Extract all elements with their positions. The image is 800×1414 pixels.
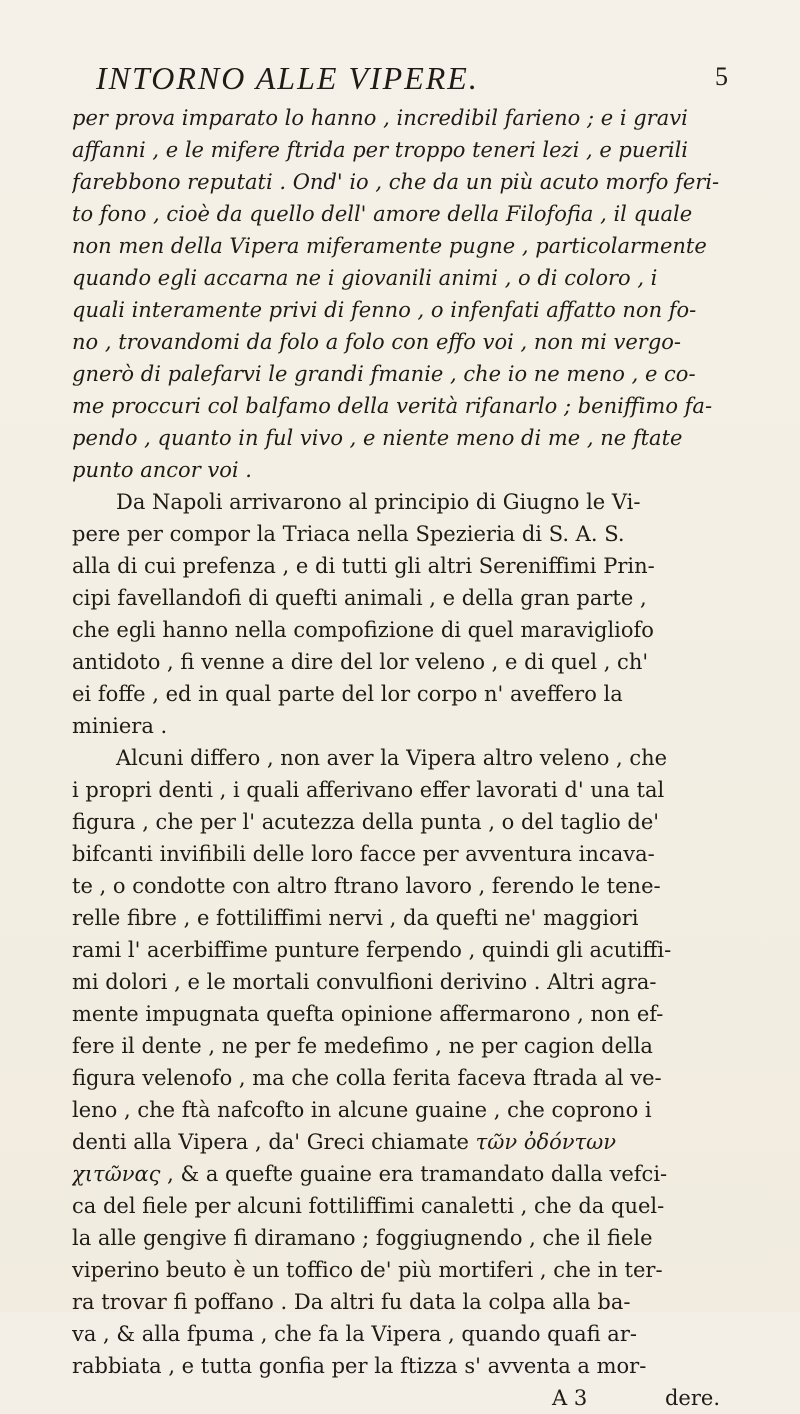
text-line: figura velenofo , ma che colla ferita faceva ftrada al ve- xyxy=(72,1066,662,1090)
text-line: farebbono reputati . Ond' io , che da un più acuto morfo feri- xyxy=(72,170,720,194)
text-line: per prova imparato lo hanno , incredibil farieno ; e i gravi xyxy=(72,106,688,130)
text-line: i propri denti , i quali afferivano effer lavorati d' una tal xyxy=(72,778,665,802)
running-head xyxy=(72,54,728,96)
text-line-with-greek xyxy=(72,1126,728,1158)
text-line: mi dolori , e le mortali convulfioni derivino . Altri agra- xyxy=(72,970,657,994)
paragraph-first-line: Da Napoli arrivarono al principio di Giugno le Vi- xyxy=(116,490,641,514)
text-line: quando egli accarna ne i giovanili animi , o di coloro , i xyxy=(72,266,658,290)
text-line: ei foffe , ed in qual parte del lor corpo n' aveffero la xyxy=(72,682,623,706)
text-line: che egli hanno nella compofizione di quel maravigliofo xyxy=(72,618,654,642)
text-line: antidoto , fi venne a dire del lor veleno , e di quel , ch' xyxy=(72,650,649,674)
text-line: va , & alla fpuma , che fa la Vipera , quando quafi ar- xyxy=(72,1322,637,1346)
text-line: alla di cui prefenza , e di tutti gli altri Sereniffimi Prin- xyxy=(72,554,655,578)
text-line: punto ancor voi . xyxy=(72,458,252,482)
text-line: ra trovar fi poffano . Da altri fu data la colpa alla ba- xyxy=(72,1290,631,1314)
text-line: figura , che per l' acutezza della punta , o del taglio de' xyxy=(72,810,660,834)
text-line: ca del fiele per alcuni fottiliffimi canaletti , che da quel- xyxy=(72,1194,665,1218)
text-line: to fono , cioè da quello dell' amore della Filofofia , il quale xyxy=(72,202,693,226)
text-line: affanni , e le mifere ftrida per troppo teneri lezi , e puerili xyxy=(72,138,689,162)
text-line: rabbiata , e tutta gonfia per la ftizza s' avventa a mor- xyxy=(72,1354,647,1378)
text-line: non men della Vipera miferamente pugne , particolarmente xyxy=(72,234,707,258)
catchword: dere. xyxy=(664,1386,720,1410)
text-line: miniera . xyxy=(72,714,168,738)
text-line: fere il dente , ne per fe medefimo , ne per cagion della xyxy=(72,1034,653,1058)
text-line: mente impugnata quefta opinione affermarono , non ef- xyxy=(72,1002,664,1026)
page-footer xyxy=(72,1382,728,1414)
text-line: cipi favellandofi di quefti animali , e della gran parte , xyxy=(72,586,647,610)
text-fragment: denti alla Vipera , da' Greci chiamate xyxy=(72,1130,469,1154)
text-line: me proccuri col balfamo della verità rifanarlo ; beniffimo fa- xyxy=(72,394,713,418)
text-line: la alle gengive fi diramano ; foggiugnendo , che il fiele xyxy=(72,1226,653,1250)
text-line: pendo , quanto in ful vivo , e niente meno di me , ne ftate xyxy=(72,426,683,450)
greek-term: τῶν ὀδόντων xyxy=(475,1130,617,1154)
running-title: INTORNO ALLE VIPERE. xyxy=(96,60,479,96)
greek-term: χιτῶνας xyxy=(72,1162,161,1186)
text-line: pere per compor la Triaca nella Spezieria di S. A. S. xyxy=(72,522,625,546)
text-line: no , trovandomi da folo a folo con effo voi , non mi vergo- xyxy=(72,330,682,354)
printer-signature: A 3 xyxy=(552,1386,588,1410)
text-line: leno , che ftà nafcofto in alcune guaine , che coprono i xyxy=(72,1098,652,1122)
text-line: bifcanti invifibili delle loro facce per avventura incava- xyxy=(72,842,655,866)
text-line: relle fibre , e fottiliffimi nervi , da quefti ne' maggiori xyxy=(72,906,639,930)
text-line: rami l' acerbiffime punture ferpendo , quindi gli acutiffi- xyxy=(72,938,672,962)
text-line: viperino beuto è un toffico de' più mortiferi , che in ter- xyxy=(72,1258,663,1282)
text-line: gnerò di palefarvi le grandi fmanie , che io ne meno , e co- xyxy=(72,362,696,386)
paragraph-first-line: Alcuni differo , non aver la Vipera altro veleno , che xyxy=(116,746,668,770)
text-line: quali interamente privi di fenno , o infenfati affatto non fo- xyxy=(72,298,697,322)
text-fragment: , & a quefte guaine era tramandato dalla vefci- xyxy=(167,1162,668,1186)
text-line-with-greek xyxy=(72,1158,728,1190)
page-number: 5 xyxy=(715,62,728,91)
text-body xyxy=(72,102,728,1414)
text-line: te , o condotte con altro ftrano lavoro , ferendo le tene- xyxy=(72,874,661,898)
